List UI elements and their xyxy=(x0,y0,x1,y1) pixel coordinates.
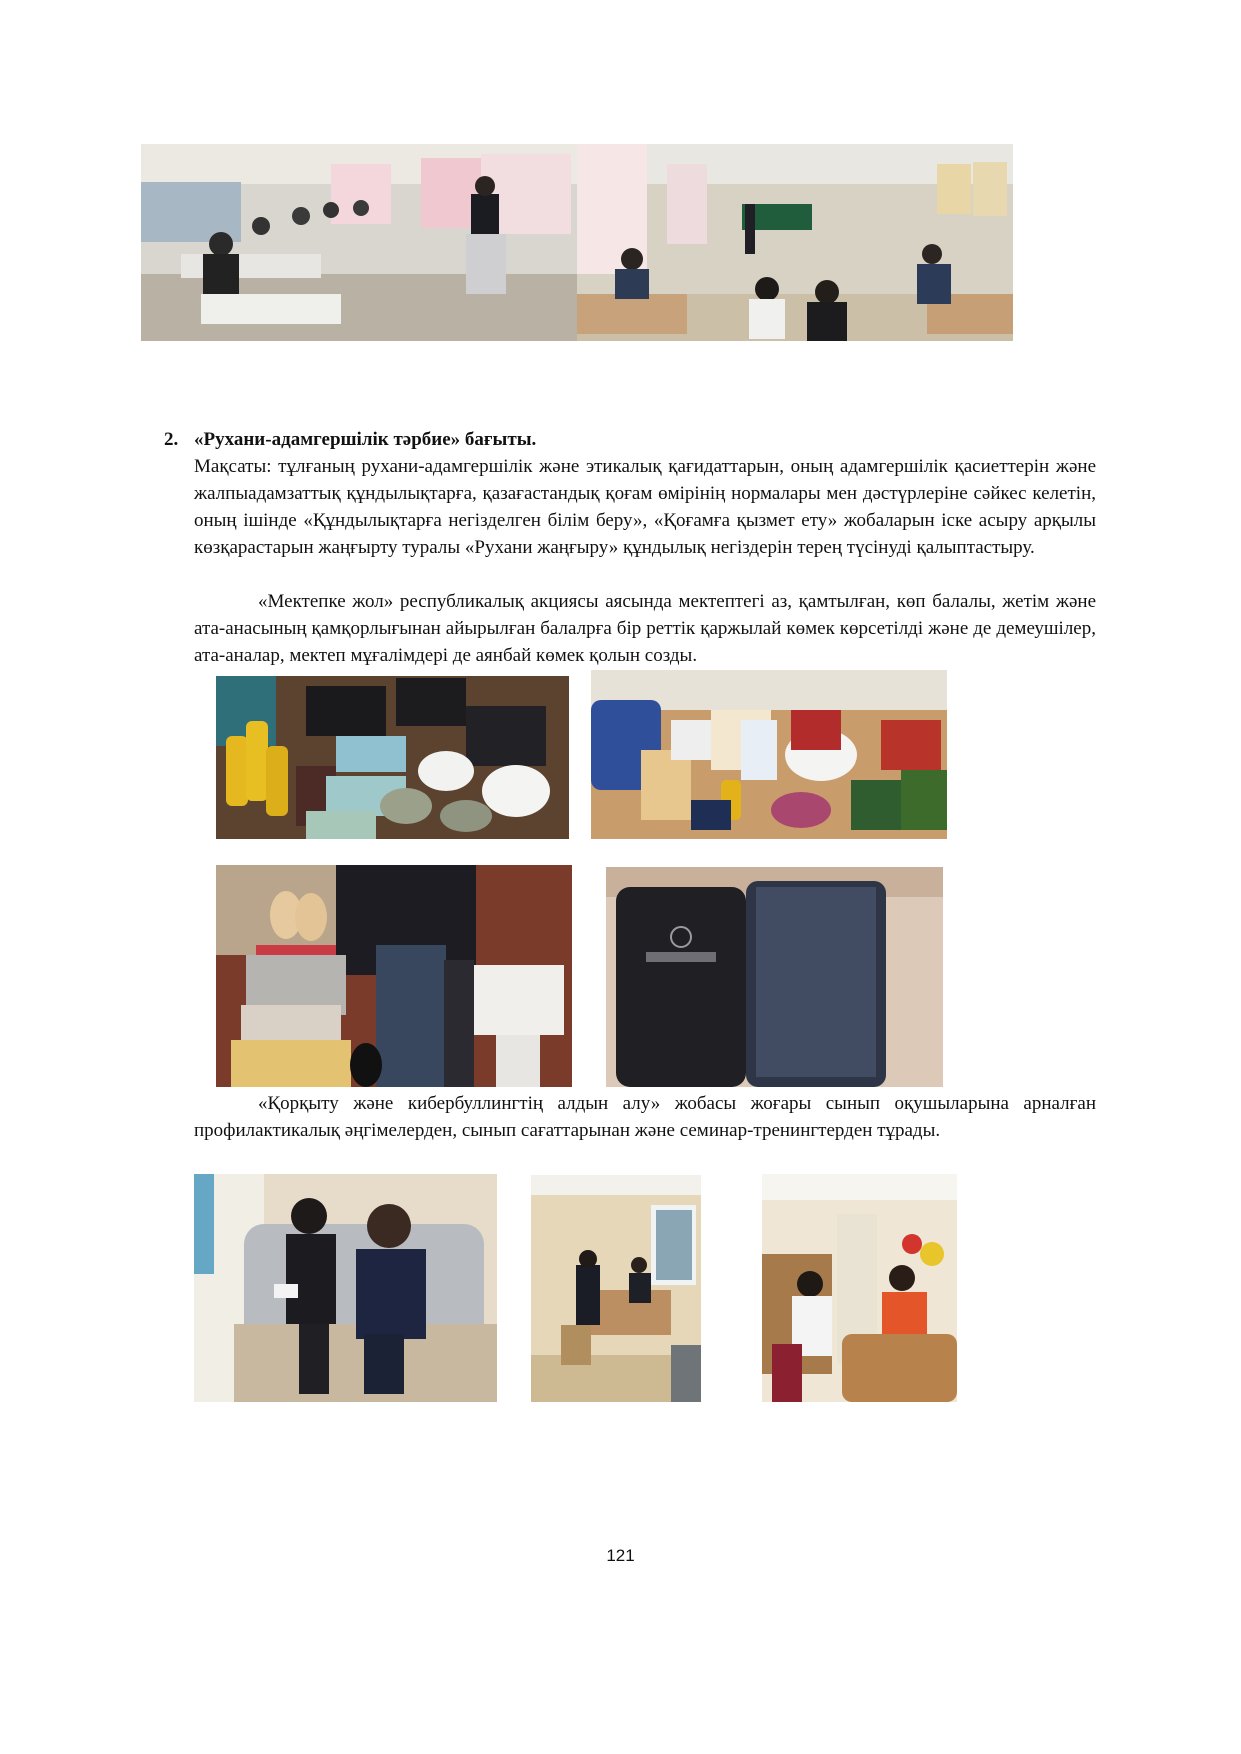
classroom-photo-left xyxy=(141,144,577,341)
counseling-photo-table xyxy=(762,1174,957,1402)
clothing-photo-left xyxy=(216,865,572,1087)
section-number: 2. xyxy=(164,429,179,450)
counseling-photo-desk xyxy=(531,1175,701,1402)
classroom-photo-right xyxy=(577,144,1013,341)
paragraph-bullying: «Қорқыту және кибербуллингтің алдын алу» жобасы жоғары сынып оқушыларына арналған профилактикалық әңгімелерден, сынып сағаттарынан және семинар-тренингтерден тұрады. xyxy=(194,1093,1096,1141)
section-title: «Рухани-адамгершілік тәрбие» бағыты. xyxy=(194,429,537,450)
food-aid-photo-left xyxy=(216,676,569,839)
page-number: 121 xyxy=(606,1546,635,1565)
paragraph-school-road: «Мектепке жол» республикалық акциясы аясында мектептегі аз, қамтылған, көп балалы, жетім және ата-анасының қамқорлығынан айырылған балалрға бір реттік қаржылай көмек көрсетілді және де демеушілер, ата-аналар, мектеп мұғалімдері де аянбай көмек қолын созды. xyxy=(194,591,1096,666)
paragraph-goal: Мақсаты: тұлғаның рухани-адамгершілік және этикалық қағидаттарын, оның адамгершілік қасиеттерін және жалпыадамзаттық құндылықтарға, қазағастандық қоғам өмірінің нормалары мен дәстүрлеріне сәйкес келетін, оның ішінде «Құндылықтарға негізделген білім беру», «Қоғамға қызмет ету» жобаларын іске асыру арқылы көзқарастарын жаңғырту туралы «Рухани жаңғыру» құндылық негіздерін терең түсінуді қалыптастыру. xyxy=(194,456,1096,558)
food-aid-photo-right xyxy=(591,670,947,839)
counseling-photo-sofa xyxy=(194,1174,497,1402)
section-heading xyxy=(164,427,1104,453)
clothing-photo-right xyxy=(606,867,943,1087)
